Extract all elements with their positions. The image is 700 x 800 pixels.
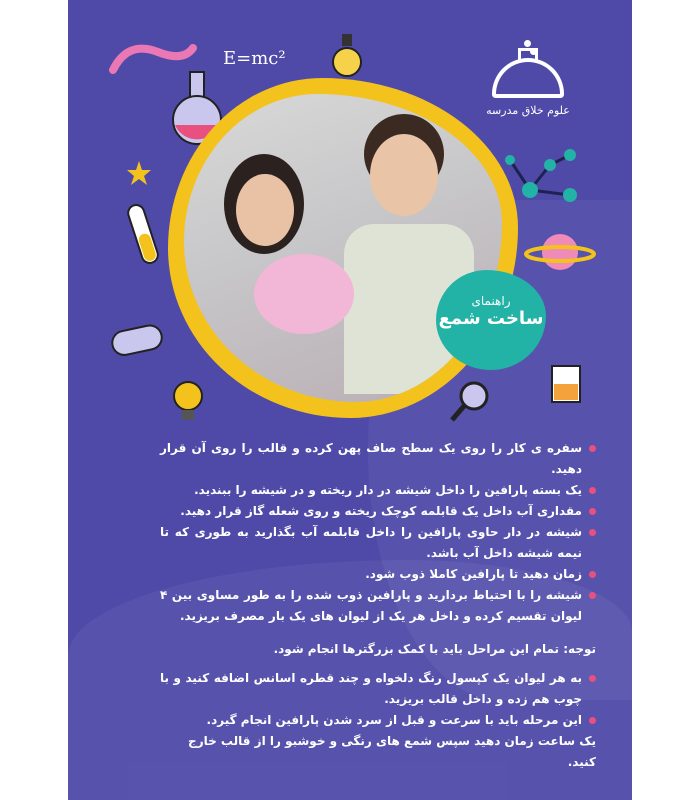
steps-list [160, 438, 596, 627]
beaker-icon [546, 358, 586, 408]
step-item: زمان دهید تا پارافین کاملا ذوب شود. [160, 564, 596, 585]
step-item: سفره ی کار را روی یک سطح صاف پهن کرده و قالب را روی آن قرار دهید. [160, 438, 596, 480]
logo-text: علوم خلاق مدرسه [486, 104, 570, 117]
note-text: توجه: تمام این مراحل باید با کمک بزرگترها انجام شود. [273, 642, 596, 656]
badge-subtitle: راهنمای [471, 294, 511, 308]
boy-face [370, 134, 438, 216]
final-step-text: یک ساعت زمان دهید سپس شمع های رنگی و خوشبو را از قالب خارج کنید. [188, 734, 596, 769]
test-tube-icon [123, 200, 163, 270]
step-item: شیشه را با احتیاط بردارید و پارافین ذوب شده را به طور مساوی بین ۴ لیوان تقسیم کرده و داخل هر یک از لیوان های یک بار مصرف بریزید. [160, 585, 596, 627]
girl-face [236, 174, 294, 246]
goggles-icon [108, 320, 168, 360]
formula-text: E=mc² [223, 48, 286, 69]
planet-icon [524, 224, 596, 278]
step-item: یک بسته پارافین را داخل شیشه در دار ریخته و در شیشه را ببندید. [160, 480, 596, 501]
instructions [160, 438, 596, 773]
steps-list-2 [160, 668, 596, 731]
children-photo [168, 78, 518, 418]
potion-icon [328, 30, 368, 80]
badge-title: ساخت شمع [438, 308, 544, 329]
poster [68, 0, 632, 800]
star-icon [126, 160, 152, 186]
step-item: به هر لیوان یک کپسول رنگ دلخواه و چند قطره اسانس اضافه کنید و با چوب هم زده و داخل قالب بریزید. [160, 668, 596, 710]
step-item: این مرحله باید با سرعت و قبل از سرد شدن پارافین انجام گیرد. [160, 710, 596, 731]
step-item: مقداری آب داخل یک قابلمه کوچک ریخته و روی شعله گاز قرار دهید. [160, 501, 596, 522]
step-item: شیشه در دار حاوی پارافین را داخل قابلمه آب بگذارید به طوری که تا نیمه شیشه داخل آب باشد. [160, 522, 596, 564]
unicorn-toy [254, 254, 354, 334]
